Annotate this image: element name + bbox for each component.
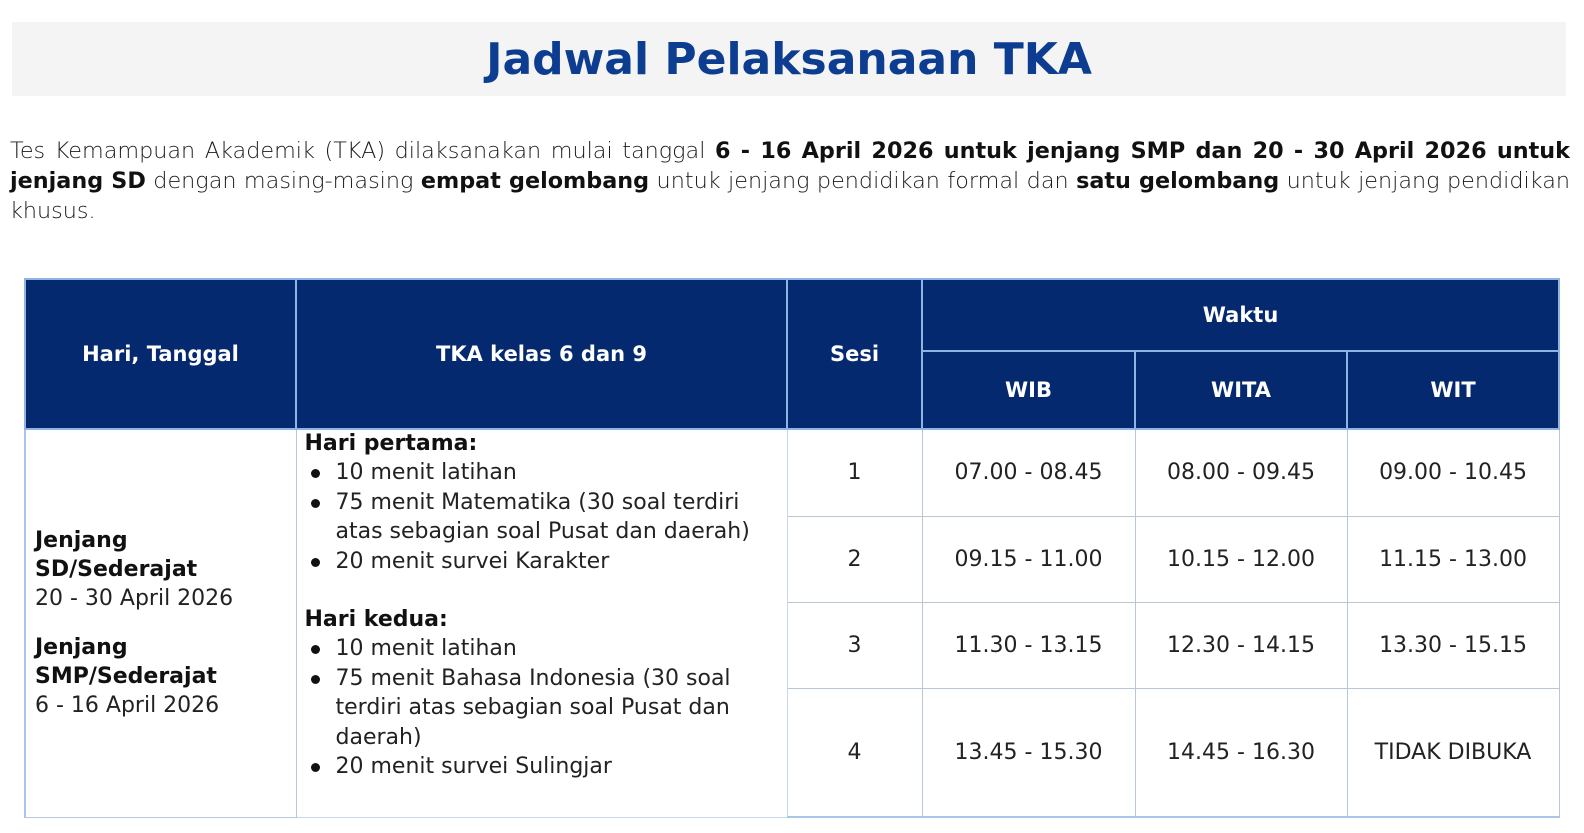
intro-paragraph <box>10 136 1570 226</box>
activity-cell <box>296 429 787 817</box>
header-row-1 <box>25 279 1559 351</box>
header-date: Hari, Tanggal <box>25 279 296 429</box>
list-item-text: 20 menit survei Karakter <box>335 548 610 574</box>
bullet-icon <box>311 675 320 684</box>
session-number: 2 <box>787 516 922 602</box>
list-item <box>305 488 781 547</box>
day-title: Hari pertama: <box>304 431 478 456</box>
time-wita: 08.00 - 09.45 <box>1135 429 1347 516</box>
activity-list <box>305 634 781 782</box>
list-item <box>305 547 781 577</box>
day-title: Hari kedua: <box>304 607 448 632</box>
schedule-table <box>24 278 1560 818</box>
session-number: 4 <box>787 688 922 817</box>
activity-list <box>305 458 781 576</box>
intro-text: Tes Kemampuan Akademik (TKA) dilaksanakan mulai tanggal <box>10 138 716 164</box>
list-item <box>305 458 781 488</box>
levels-cell <box>25 429 296 817</box>
session-number: 1 <box>787 429 922 516</box>
level-smp <box>35 633 296 720</box>
time-wib: 07.00 - 08.45 <box>922 429 1135 516</box>
header-wib: WIB <box>922 351 1135 429</box>
bullet-icon <box>311 469 320 478</box>
day-second <box>305 606 781 782</box>
time-wit: 13.30 - 15.15 <box>1347 602 1559 688</box>
session-number: 3 <box>787 602 922 688</box>
time-wit: 11.15 - 13.00 <box>1347 516 1559 602</box>
header-time-group: Waktu <box>922 279 1559 351</box>
list-item <box>305 752 781 782</box>
time-wib: 13.45 - 15.30 <box>922 688 1135 817</box>
time-wita: 10.15 - 12.00 <box>1135 516 1347 602</box>
time-wit: TIDAK DIBUKA <box>1347 688 1559 817</box>
level-dates: 20 - 30 April 2026 <box>35 586 234 612</box>
list-item-text: 10 menit latihan <box>335 460 517 485</box>
list-item <box>305 664 781 753</box>
bullet-icon <box>311 558 320 567</box>
list-item <box>305 634 781 664</box>
level-name: Jenjang SD/Sederajat <box>35 528 198 583</box>
time-wita: 14.45 - 16.30 <box>1135 688 1347 817</box>
table-row <box>25 429 1559 516</box>
intro-waves-special-bold: satu gelombang <box>1076 168 1280 194</box>
bullet-icon <box>311 499 320 508</box>
list-item-text: 75 menit Matematika (30 soal terdiri atas sebagian soal Pusat dan daerah) <box>335 489 750 544</box>
level-name: Jenjang SMP/Sederajat <box>35 635 217 690</box>
list-item-text: 10 menit latihan <box>335 636 517 661</box>
page-title: Jadwal Pelaksanaan TKA <box>486 33 1092 85</box>
list-item-text: 20 menit survei Sulingjar <box>335 754 612 779</box>
time-wita: 12.30 - 14.15 <box>1135 602 1347 688</box>
bullet-icon <box>311 763 320 772</box>
level-sd <box>35 526 296 613</box>
header-session: Sesi <box>787 279 922 429</box>
title-banner <box>12 22 1566 96</box>
day-first <box>305 430 781 576</box>
time-wit: 09.00 - 10.45 <box>1347 429 1559 516</box>
header-activity: TKA kelas 6 dan 9 <box>296 279 787 429</box>
intro-text: untuk jenjang pendidikan khusus. <box>10 168 1570 224</box>
level-dates: 6 - 16 April 2026 <box>35 693 220 719</box>
header-wita: WITA <box>1135 351 1347 429</box>
header-wit: WIT <box>1347 351 1559 429</box>
intro-text: dengan masing-masing <box>145 168 421 194</box>
bullet-icon <box>311 645 320 654</box>
intro-text: untuk jenjang pendidikan formal dan <box>649 168 1077 194</box>
intro-dates-bold: 6 - 16 April 2026 untuk jenjang SMP dan 20 - 30 April 2026 untuk jenjang SD <box>10 138 1570 194</box>
time-wib: 09.15 - 11.00 <box>922 516 1135 602</box>
time-wib: 11.30 - 13.15 <box>922 602 1135 688</box>
intro-waves-formal-bold: empat gelombang <box>420 168 650 194</box>
list-item-text: 75 menit Bahasa Indonesia (30 soal terdiri atas sebagian soal Pusat dan daerah) <box>335 665 731 750</box>
